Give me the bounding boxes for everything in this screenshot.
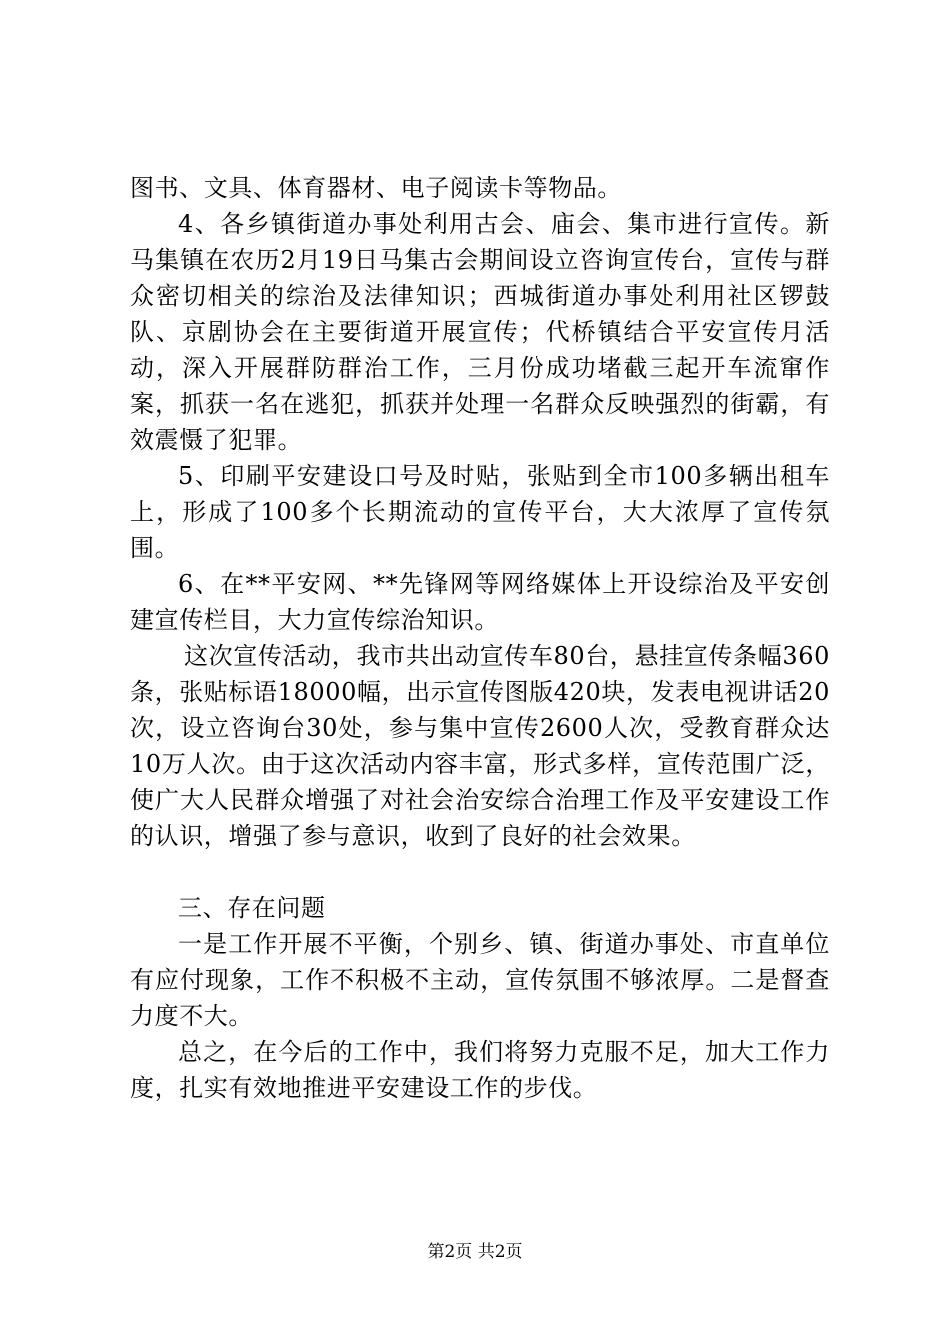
paragraph-conclusion: 总之，在今后的工作中，我们将努力克服不足，加大工作力度，扎实有效地推进平安建设工作的步伐。 <box>130 1038 830 1102</box>
paragraph-item-5: 5、印刷平安建设口号及时贴，张贴到全市100多辆出租车上，形成了100多个长期流动的宣传平台，大大浓厚了宣传氛围。 <box>130 462 830 562</box>
page-number-footer: 第2页 共2页 <box>427 1242 523 1262</box>
paragraph-problems: 一是工作开展不平衡，个别乡、镇、街道办事处、市直单位有应付现象，工作不积极不主动，宣传氛围不够浓厚。二是督查力度不大。 <box>130 930 830 1030</box>
paragraph-summary: 这次宣传活动，我市共出动宣传车80台，悬挂宣传条幅360条，张贴标语18000幅，出示宣传图版420块，发表电视讲话20次，设立咨询台30处，参与集中宣传2600人次，受教育群众达10万人次。由于这次活动内容丰富，形式多样，宣传范围广泛，使广大人民群众增强了对社会治安综合治理工作及平安建设工作的认识，增强了参与意识，收到了良好的社会效果。 <box>130 642 830 850</box>
paragraph-item-4: 4、各乡镇街道办事处利用古会、庙会、集市进行宣传。新马集镇在农历2月19日马集古会期间设立咨询宣传台，宣传与群众密切相关的综治及法律知识；西城街道办事处利用社区锣鼓队、京剧协会在主要街道开展宣传；代桥镇结合平安宣传月活动，深入开展群防群治工作，三月份成功堵截三起开车流窜作案，抓获一名在逃犯，抓获并处理一名群众反映强烈的街霸，有效震慑了犯罪。 <box>130 210 830 454</box>
section-heading-problems: 三、存在问题 <box>178 894 326 922</box>
paragraph-continuation: 图书、文具、体育器材、电子阅读卡等物品。 <box>130 174 622 202</box>
paragraph-item-6: 6、在**平安网、**先锋网等网络媒体上开设综治及平安创建宣传栏目，大力宣传综治知识。 <box>130 570 830 634</box>
document-body <box>130 170 830 1106</box>
